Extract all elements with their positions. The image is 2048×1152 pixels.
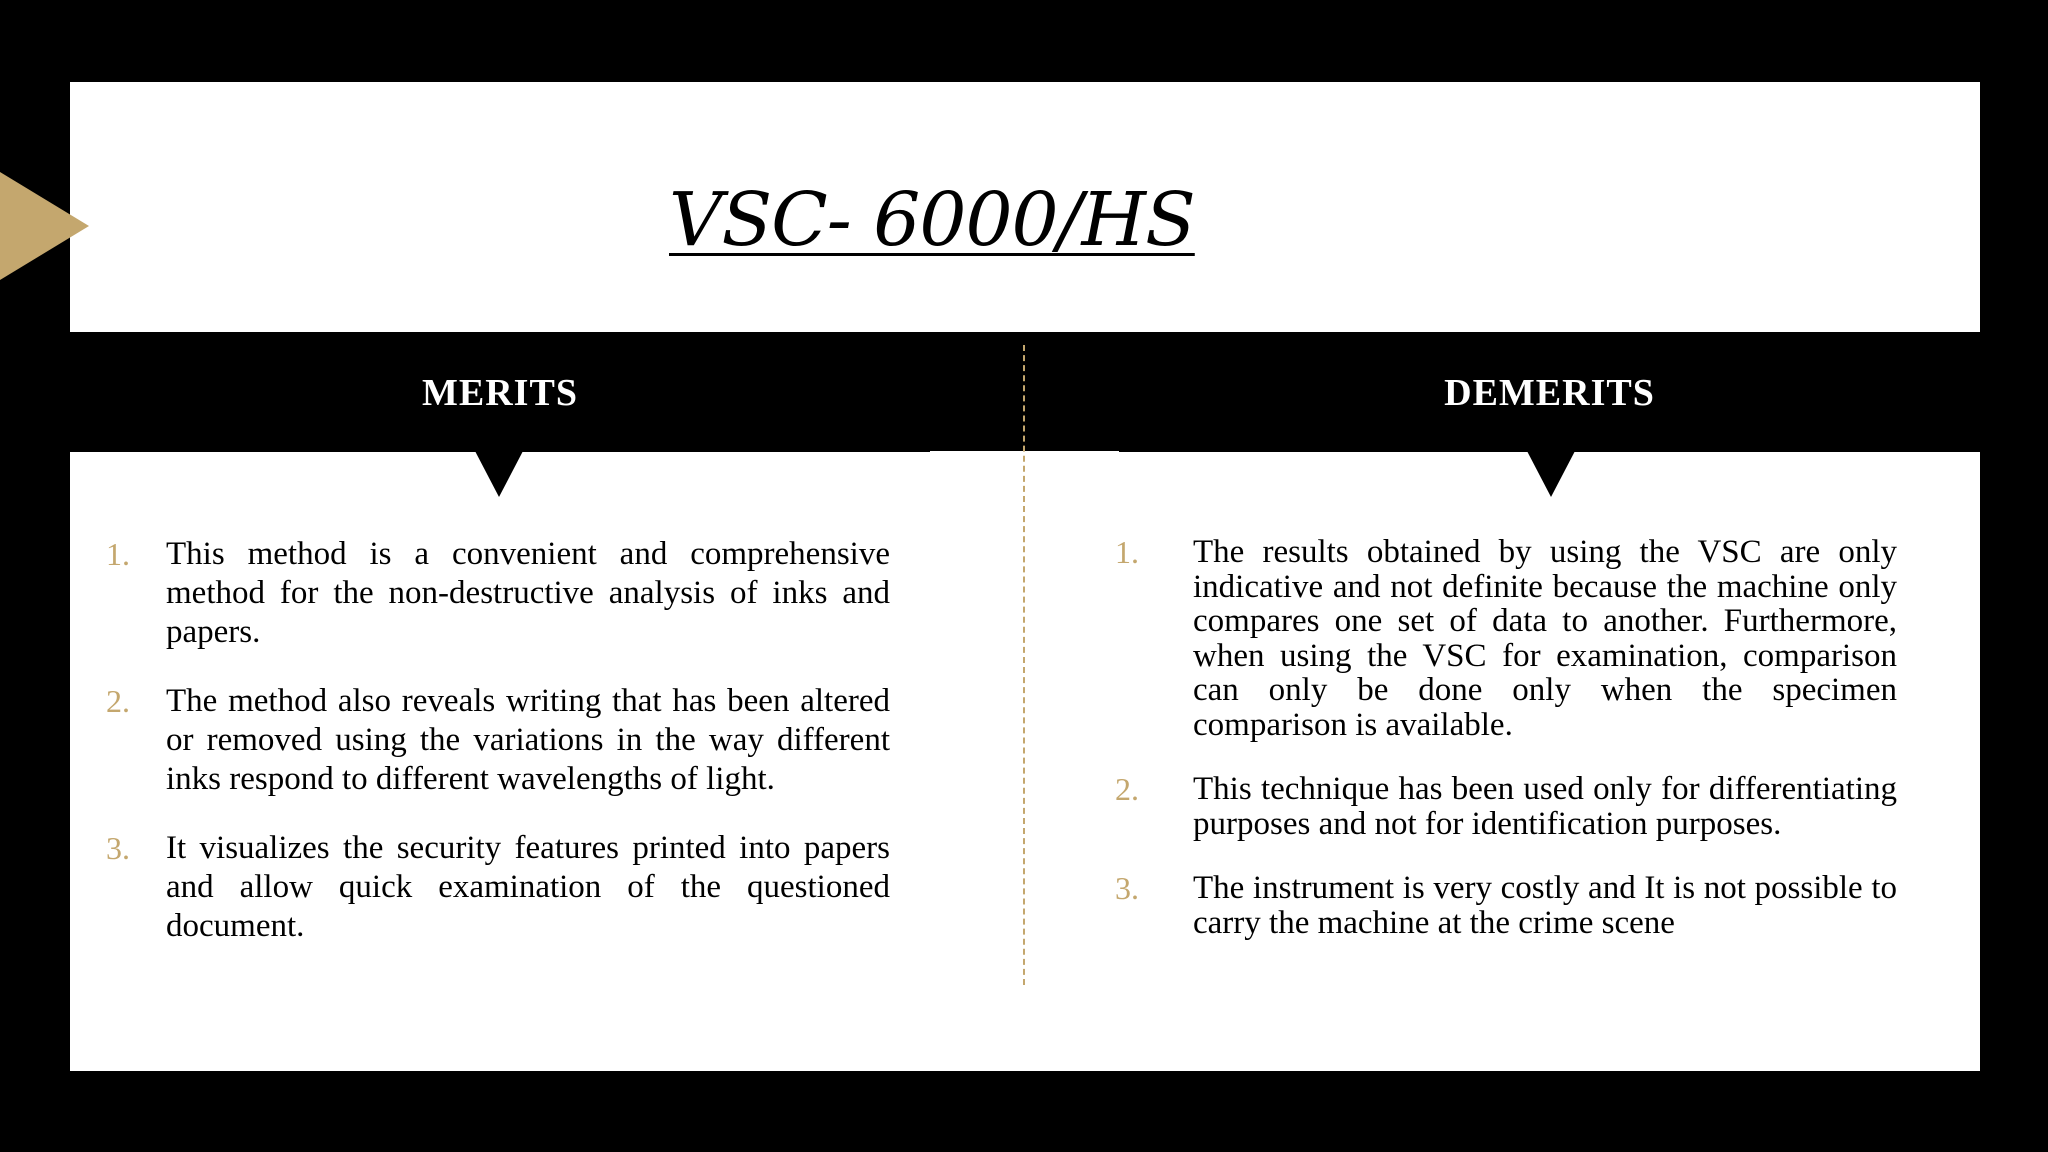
- demerits-item-text: The instrument is very costly and It is not possible to carry the machine at the crime scene: [1193, 870, 1897, 941]
- merits-item-number: 1.: [106, 536, 130, 572]
- demerits-item-number: 3.: [1115, 870, 1139, 906]
- merits-item-text: It visualizes the security features printed into papers and allow quick examination of the questioned document.: [166, 830, 890, 944]
- merits-list: [106, 535, 890, 976]
- merits-notch: [475, 451, 523, 497]
- merits-item-2: [106, 682, 890, 799]
- demerits-list: [1115, 535, 1897, 970]
- center-divider: [1023, 345, 1025, 985]
- merits-item-3: [106, 829, 890, 946]
- slide-title: VSC- 6000/HS: [669, 177, 1195, 263]
- demerits-item-3: [1115, 871, 1897, 940]
- merits-item-text: This method is a convenient and comprehensive method for the non-destructive analysis of inks and papers.: [166, 536, 890, 650]
- merits-heading: MERITS: [70, 333, 930, 452]
- demerits-heading: DEMERITS: [1119, 333, 1980, 452]
- merits-item-number: 2.: [106, 683, 130, 719]
- demerits-item-1: [1115, 535, 1897, 742]
- merits-item-text: The method also reveals writing that has been altered or removed using the variations in the way different inks respond to different wavelengths of light.: [166, 683, 890, 797]
- merits-item-number: 3.: [106, 830, 130, 866]
- demerits-item-text: The results obtained by using the VSC are only indicative and not definite because the machine only compares one set of data to another. Furthermore, when using the VSC for examination, comparison can only be done only when the specimen comparison is available.: [1193, 534, 1897, 743]
- merits-item-1: [106, 535, 890, 652]
- demerits-notch: [1527, 451, 1575, 497]
- demerits-item-text: This technique has been used only for differentiating purposes and not for identification purposes.: [1193, 771, 1897, 842]
- corner-arrow-icon: [0, 172, 89, 280]
- demerits-item-number: 2.: [1115, 771, 1139, 807]
- demerits-item-number: 1.: [1115, 534, 1139, 570]
- demerits-item-2: [1115, 772, 1897, 841]
